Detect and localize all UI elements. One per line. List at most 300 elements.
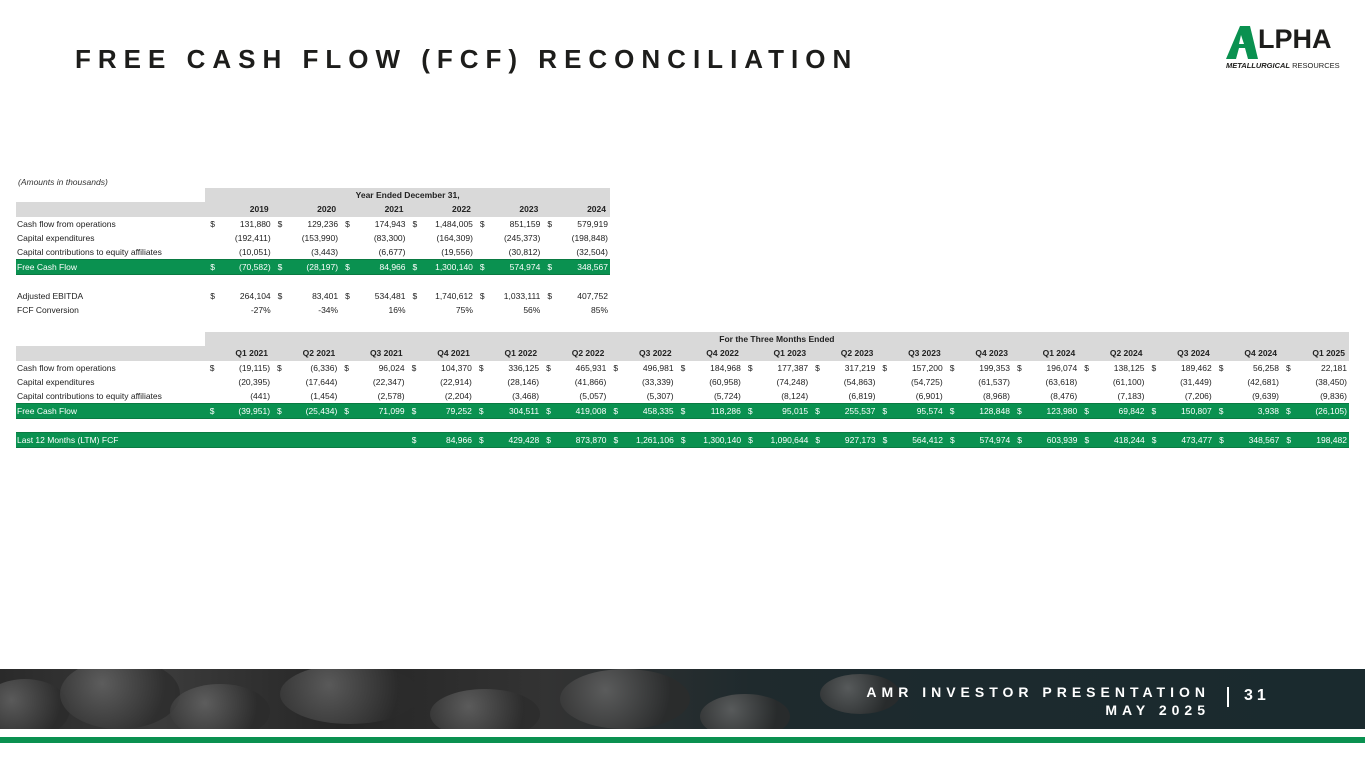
quarter-header: Q4 2022 [676, 346, 743, 360]
coal-texture [60, 669, 180, 729]
logo-wordmark: LPHA [1258, 24, 1332, 54]
table-row [16, 361, 1349, 375]
currency-symbol [272, 433, 288, 448]
currency-symbol: $ [1286, 362, 1291, 373]
currency-symbol: $ [541, 404, 557, 419]
currency-symbol: $ [747, 362, 753, 373]
currency-symbol [475, 275, 495, 289]
currency-symbol [1214, 375, 1230, 389]
currency-symbol: $ [815, 362, 820, 373]
cell-value: (9,639) [1252, 391, 1280, 402]
currency-symbol: $ [676, 433, 692, 448]
footer-line2: MAY 2025 [1105, 702, 1210, 718]
cell-value: (54,725) [911, 377, 943, 388]
currency-symbol [205, 303, 225, 317]
currency-symbol: $ [1012, 433, 1028, 448]
cell-value: (26,105) [1297, 404, 1349, 419]
cell-value: 1,300,140 [428, 260, 475, 275]
cell-value: (6,677) [378, 247, 406, 258]
currency-symbol: $ [547, 218, 553, 229]
cell-value: (31,449) [1180, 377, 1212, 388]
quarter-header: Q3 2021 [339, 346, 406, 360]
currency-symbol: $ [1079, 404, 1095, 419]
cell-value: 336,125 [508, 362, 540, 373]
cell-value: 83,401 [312, 291, 339, 302]
cell-value: 184,968 [710, 362, 741, 373]
cell-value: (3,443) [311, 247, 339, 258]
currency-symbol [542, 245, 562, 260]
cell-value: 564,412 [894, 433, 945, 448]
quarterly-fcf-table [16, 332, 1349, 419]
cell-value: 131,880 [239, 218, 271, 229]
currency-symbol: $ [743, 404, 759, 419]
cell-value: 123,980 [1028, 404, 1079, 419]
table-row [16, 289, 610, 303]
currency-symbol: $ [339, 404, 355, 419]
currency-symbol [475, 245, 495, 260]
currency-symbol [1012, 375, 1028, 389]
cell-value: 873,870 [557, 433, 608, 448]
quarter-header: Q1 2024 [1012, 346, 1079, 360]
cell-value: 85% [590, 305, 608, 316]
cell-value: 418,244 [1096, 433, 1147, 448]
currency-symbol: $ [407, 404, 423, 419]
currency-symbol [205, 375, 221, 389]
currency-symbol: $ [1084, 362, 1089, 373]
currency-symbol [340, 303, 360, 317]
currency-symbol: $ [547, 291, 553, 302]
page-number: 31 [1244, 687, 1270, 704]
cell-value: (54,863) [843, 377, 876, 388]
cell-value [221, 433, 272, 448]
row-label: Free Cash Flow [16, 404, 205, 419]
quarter-header: Q3 2023 [877, 346, 944, 360]
cell-value: 348,567 [1230, 433, 1281, 448]
currency-symbol: $ [949, 362, 955, 373]
currency-symbol [205, 275, 225, 289]
footer-presentation-title [866, 683, 1210, 719]
cell-value: (28,197) [293, 260, 340, 275]
logo-subtitle [1226, 61, 1340, 70]
cell-value: (22,914) [440, 377, 472, 388]
cell-value: 129,236 [307, 218, 339, 229]
year-header: 2022 [408, 202, 475, 216]
table-row [16, 260, 610, 275]
cell-value: (9,836) [1320, 391, 1347, 402]
logo-subtitle-bold: METALLURGICAL [1226, 61, 1291, 70]
currency-symbol: $ [273, 260, 293, 275]
currency-symbol: $ [277, 362, 282, 373]
cell-value: (1,454) [310, 391, 338, 402]
currency-symbol: $ [680, 362, 686, 373]
cell-value: (70,582) [225, 260, 272, 275]
cell-value: (28,146) [507, 377, 540, 388]
currency-symbol: $ [882, 362, 888, 373]
cell-value: 71,099 [355, 404, 406, 419]
cell-value: (5,057) [579, 391, 607, 402]
row-label: Capital expenditures [17, 377, 95, 388]
cell-value: 84,966 [423, 433, 474, 448]
cell-value: 1,740,612 [435, 291, 473, 302]
cell-value: (38,450) [1315, 377, 1347, 388]
currency-symbol: $ [479, 218, 485, 229]
cell-value: 95,574 [893, 404, 944, 419]
cell-value: (7,206) [1184, 391, 1212, 402]
currency-symbol [408, 231, 428, 245]
annual-period-header: Year Ended December 31, [205, 188, 610, 202]
currency-symbol: $ [542, 260, 562, 275]
cell-value: 304,511 [490, 404, 541, 419]
table-row [16, 389, 1349, 404]
currency-symbol: $ [546, 362, 551, 373]
cell-value: 150,807 [1163, 404, 1214, 419]
cell-value: -27% [250, 305, 271, 316]
cell-value: 128,848 [961, 404, 1012, 419]
cell-value: (7,183) [1117, 391, 1145, 402]
cell-value: (19,556) [441, 247, 473, 258]
currency-symbol [1214, 389, 1230, 404]
cell-value: (10,051) [238, 247, 271, 258]
cell-value: (8,476) [1050, 391, 1078, 402]
annual-fcf-table [16, 188, 610, 318]
currency-symbol: $ [1016, 362, 1022, 373]
cell-value [355, 433, 406, 448]
cell-value: 104,370 [441, 362, 472, 373]
currency-symbol: $ [945, 404, 961, 419]
quarter-header: Q3 2024 [1146, 346, 1213, 360]
cell-value: (245,373) [503, 233, 541, 244]
currency-symbol: $ [877, 404, 893, 419]
currency-symbol [272, 389, 288, 404]
currency-symbol [272, 375, 288, 389]
cell-value: 138,125 [1113, 362, 1145, 373]
quarter-header: Q2 2023 [810, 346, 877, 360]
cell-value: 1,033,111 [503, 291, 541, 302]
quarter-header: Q4 2021 [407, 346, 474, 360]
currency-symbol [1079, 389, 1095, 404]
cell-value: 317,219 [844, 362, 876, 373]
currency-symbol [339, 433, 355, 448]
cell-value: 118,286 [692, 404, 743, 419]
cell-value: 458,335 [624, 404, 675, 419]
table-row [16, 303, 610, 317]
currency-symbol [474, 375, 490, 389]
cell-value: 574,974 [961, 433, 1012, 448]
currency-symbol: $ [1080, 433, 1096, 448]
cell-value: (61,537) [978, 377, 1010, 388]
quarter-header: Q4 2024 [1214, 346, 1281, 360]
currency-symbol [475, 303, 495, 317]
currency-symbol [340, 245, 360, 260]
cell-value: (5,724) [713, 391, 741, 402]
cell-value: 603,939 [1028, 433, 1079, 448]
currency-symbol: $ [411, 362, 417, 373]
cell-value: (30,812) [508, 247, 541, 258]
cell-value: 927,173 [826, 433, 877, 448]
cell-value: 69,842 [1095, 404, 1146, 419]
row-label: Cash flow from operations [17, 362, 116, 373]
cell-value: 96,024 [378, 362, 405, 373]
currency-symbol [945, 389, 961, 404]
quarter-header: Q2 2021 [272, 346, 339, 360]
currency-symbol: $ [407, 433, 423, 448]
cell-value: (32,504) [576, 247, 608, 258]
currency-symbol [676, 375, 692, 389]
currency-symbol: $ [345, 218, 350, 229]
currency-symbol [340, 275, 360, 289]
currency-symbol [608, 389, 624, 404]
currency-symbol: $ [743, 433, 759, 448]
coal-texture [0, 679, 70, 729]
currency-symbol: $ [210, 291, 215, 302]
cell-value: (6,819) [848, 391, 876, 402]
footer-banner [0, 669, 1365, 729]
cell-value: 496,981 [642, 362, 674, 373]
cell-value: 255,537 [826, 404, 877, 419]
cell-value: (3,468) [512, 391, 540, 402]
cell-value: (20,395) [238, 377, 271, 388]
currency-symbol [474, 389, 490, 404]
currency-symbol [743, 375, 759, 389]
cell-value: 189,462 [1181, 362, 1212, 373]
currency-symbol [339, 389, 355, 404]
currency-symbol: $ [408, 260, 428, 275]
row-label: Capital expenditures [17, 233, 95, 244]
coal-texture [170, 684, 270, 729]
cell-value: 534,481 [374, 291, 406, 302]
row-label: Capital contributions to equity affiliates [17, 247, 162, 258]
table-spacer [16, 346, 205, 360]
currency-symbol [877, 375, 893, 389]
currency-symbol [408, 275, 428, 289]
currency-symbol: $ [478, 362, 484, 373]
cell-value: (2,204) [444, 391, 472, 402]
cell-value: (63,618) [1045, 377, 1078, 388]
cell-value: (441) [250, 391, 271, 402]
currency-symbol: $ [475, 260, 495, 275]
table-row [16, 217, 610, 231]
currency-symbol [273, 231, 293, 245]
currency-symbol [205, 245, 225, 260]
currency-symbol: $ [1147, 433, 1163, 448]
table-row [16, 404, 1349, 419]
currency-symbol [407, 375, 423, 389]
currency-symbol: $ [345, 291, 350, 302]
currency-symbol [475, 231, 495, 245]
currency-symbol: $ [676, 404, 692, 419]
cell-value [360, 275, 407, 289]
cell-value: 79,252 [423, 404, 474, 419]
cell-value: 196,074 [1046, 362, 1078, 373]
year-header: 2024 [542, 202, 610, 216]
currency-symbol: $ [1218, 362, 1224, 373]
table-row [16, 433, 1349, 448]
currency-symbol: $ [340, 260, 360, 275]
currency-symbol [945, 375, 961, 389]
currency-symbol: $ [1281, 433, 1297, 448]
cell-value: 3,938 [1230, 404, 1281, 419]
cell-value: 1,090,644 [759, 433, 810, 448]
cell-value: 419,008 [557, 404, 608, 419]
cell-value: (17,644) [305, 377, 338, 388]
currency-symbol [205, 433, 221, 448]
currency-symbol [810, 375, 826, 389]
quarter-header: Q2 2024 [1079, 346, 1146, 360]
currency-symbol [340, 231, 360, 245]
quarter-header: Q2 2022 [541, 346, 608, 360]
row-label: Last 12 Months (LTM) FCF [16, 433, 205, 448]
company-logo [1224, 24, 1354, 74]
currency-symbol [407, 389, 423, 404]
row-label: Free Cash Flow [16, 260, 205, 275]
currency-symbol [1281, 389, 1297, 404]
currency-symbol: $ [608, 404, 624, 419]
logo-a-mark-icon [1224, 24, 1260, 60]
table-row [16, 275, 610, 289]
cell-value [293, 275, 340, 289]
year-header: 2019 [205, 202, 272, 216]
cell-value: 574,974 [495, 260, 542, 275]
table-row [16, 375, 1349, 389]
currency-symbol: $ [1214, 404, 1230, 419]
currency-symbol [1146, 389, 1162, 404]
cell-value: 1,261,106 [625, 433, 676, 448]
cell-value: (83,300) [373, 233, 406, 244]
row-label: Capital contributions to equity affiliates [17, 391, 162, 402]
cell-value: 579,919 [577, 218, 608, 229]
footer-divider [1227, 687, 1229, 707]
currency-symbol: $ [412, 218, 418, 229]
currency-symbol: $ [210, 218, 215, 229]
cell-value: 22,181 [1321, 362, 1347, 373]
currency-symbol: $ [205, 260, 225, 275]
currency-symbol: $ [810, 433, 826, 448]
currency-symbol: $ [474, 433, 490, 448]
currency-symbol [273, 245, 293, 260]
cell-value [495, 275, 542, 289]
currency-symbol: $ [1146, 404, 1162, 419]
row-label [16, 275, 205, 289]
cell-value: 264,104 [239, 291, 271, 302]
cell-value: 429,428 [490, 433, 541, 448]
currency-symbol [408, 245, 428, 260]
cell-value: (8,124) [781, 391, 809, 402]
cell-value [225, 275, 272, 289]
currency-symbol [676, 389, 692, 404]
year-header: 2020 [273, 202, 340, 216]
currency-symbol: $ [277, 218, 283, 229]
cell-value: (198,848) [571, 233, 608, 244]
cell-value: (61,100) [1112, 377, 1145, 388]
currency-symbol [273, 303, 293, 317]
row-label: FCF Conversion [17, 305, 79, 316]
currency-symbol: $ [272, 404, 288, 419]
currency-symbol [542, 275, 562, 289]
cell-value: (6,901) [915, 391, 943, 402]
cell-value: (25,434) [288, 404, 339, 419]
coal-texture [560, 669, 690, 729]
cell-value: 177,387 [777, 362, 809, 373]
footer-line1: AMR INVESTOR PRESENTATION [866, 684, 1210, 700]
amounts-note: (Amounts in thousands) [18, 177, 108, 187]
currency-symbol [541, 375, 557, 389]
currency-symbol: $ [209, 362, 215, 373]
cell-value: 174,943 [374, 218, 406, 229]
currency-symbol: $ [810, 404, 826, 419]
quarter-header: Q4 2023 [945, 346, 1012, 360]
footer-accent-stripe [0, 737, 1365, 743]
currency-symbol [1281, 375, 1297, 389]
quarter-header: Q1 2025 [1281, 346, 1349, 360]
currency-symbol: $ [609, 433, 625, 448]
cell-value: (42,681) [1247, 377, 1280, 388]
cell-value: 198,482 [1297, 433, 1349, 448]
currency-symbol [542, 231, 562, 245]
cell-value: (2,578) [377, 391, 405, 402]
cell-value: 56,258 [1253, 362, 1280, 373]
year-header: 2023 [475, 202, 542, 216]
currency-symbol: $ [474, 404, 490, 419]
cell-value: (39,951) [221, 404, 272, 419]
table-spacer [16, 332, 205, 346]
cell-value [428, 275, 475, 289]
logo-subtitle-regular: RESOURCES [1290, 61, 1340, 70]
cell-value: 16% [388, 305, 406, 316]
cell-value: 157,200 [911, 362, 943, 373]
currency-symbol: $ [205, 404, 221, 419]
cell-value: (6,336) [310, 362, 338, 373]
quarter-header: Q3 2022 [608, 346, 675, 360]
currency-symbol [408, 303, 428, 317]
currency-symbol: $ [945, 433, 961, 448]
currency-symbol [205, 389, 221, 404]
currency-symbol: $ [412, 291, 418, 302]
currency-symbol: $ [277, 291, 283, 302]
currency-symbol [1146, 375, 1162, 389]
currency-symbol [339, 375, 355, 389]
currency-symbol [810, 389, 826, 404]
cell-value: 1,300,140 [692, 433, 743, 448]
cell-value: (19,115) [239, 362, 271, 373]
currency-symbol [1079, 375, 1095, 389]
cell-value: (22,347) [372, 377, 405, 388]
quarter-header: Q1 2022 [474, 346, 541, 360]
table-spacer [16, 188, 205, 202]
cell-value: (74,248) [776, 377, 809, 388]
cell-value: 56% [523, 305, 541, 316]
currency-symbol: $ [1214, 433, 1230, 448]
cell-value: 1,484,005 [435, 218, 473, 229]
cell-value: (153,990) [301, 233, 339, 244]
currency-symbol [542, 303, 562, 317]
quarter-header: Q1 2021 [205, 346, 272, 360]
table-spacer [16, 202, 205, 216]
cell-value: 84,966 [360, 260, 407, 275]
cell-value: (8,968) [983, 391, 1010, 402]
cell-value: (164,309) [436, 233, 473, 244]
currency-symbol: $ [878, 433, 894, 448]
table-row [16, 245, 610, 260]
table-row [16, 231, 610, 245]
cell-value: 348,567 [562, 260, 610, 275]
ltm-fcf-table [16, 432, 1349, 448]
cell-value: 851,159 [509, 218, 541, 229]
coal-texture [700, 694, 790, 729]
cell-value: (192,411) [234, 233, 271, 244]
cell-value: (41,866) [574, 377, 607, 388]
row-label: Cash flow from operations [17, 218, 116, 229]
cell-value: 95,015 [759, 404, 810, 419]
